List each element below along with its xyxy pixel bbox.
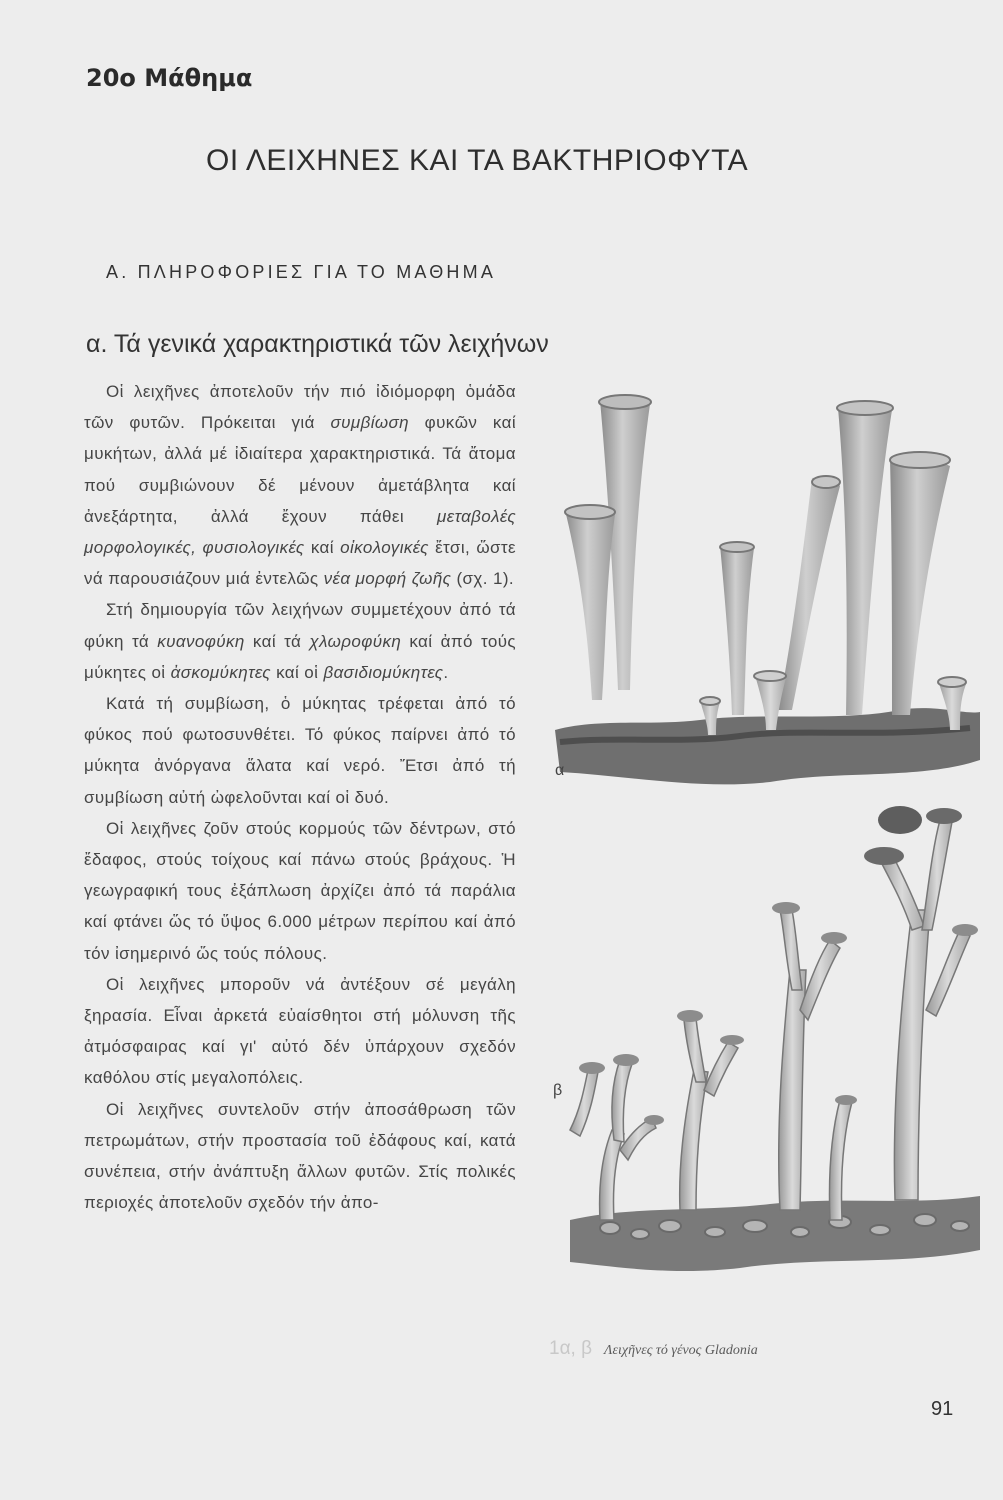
figure-label-b: β (553, 1082, 563, 1099)
subsection-title: α. Τά γενικά χαρακτηριστικά τῶν λειχήνων (86, 330, 549, 358)
paragraph-6: Οἱ λειχῆνες συντελοῦν στήν ἀποσάθρωση τῶν πετρωμάτων, στήν προστασία τοῦ ἐδάφους καί, κατά συνέπεια, στήν ἀνάπτυξη ἄλλων φυτῶν. Στίς πολικές περιοχές ἀποτελοῦν σχεδόν τήν ἀπο- (84, 1099, 516, 1213)
figure-b-drawing (570, 806, 980, 1271)
page-number: 91 (931, 1398, 954, 1420)
figure-caption (549, 1338, 758, 1360)
figure-a-drawing (555, 395, 980, 784)
page-title: ΟΙ ΛΕΙΧΗΝΕΣ ΚΑΙ ΤΑ ΒΑΚΤΗΡΙΟΦΥΤΑ (206, 144, 749, 177)
lesson-label: 20ο Μάθημα (86, 64, 253, 92)
paragraph-2: Στή δημιουργία τῶν λειχήνων συμμετέχουν ἀπό τά φύκη τά κυανοφύκη καί τά χλωροφύκη καί ἀπό τούς μύκητες οἱ ἀσκομύκητες καί οἱ βασιδιομύκητες. (84, 600, 516, 682)
paragraph-5: Οἱ λειχῆνες μποροῦν νά ἀντέξουν σέ μεγάλη ξηρασία. Εἶναι ἀρκετά εὐαίσθητοι στή μόλυνση τῆς ἀτμόσφαιρας καί γι' αὐτό δέν ὑπάρχουν σχεδόν καθόλου στίς μεγαλοπόλεις. (84, 974, 516, 1088)
paragraph-4: Οἱ λειχῆνες ζοῦν στούς κορμούς τῶν δέντρων, στό ἔδαφος, στούς τοίχους καί πάνω στούς βράχους. Ἡ γεωγραφική τους ἐξάπλωση ἀρχίζει ἀπό τά παράλια καί φτάνει ὥς τό ὕψος 6.000 μέτρων περίπου καί ἀπό τόν ἰσημερινό ὥς τούς πόλους. (84, 818, 516, 963)
figure-label-a: α (555, 762, 565, 779)
caption-number: 1α, β (549, 1338, 593, 1359)
caption-text: Λειχῆνες τό γένος Gladonia (604, 1343, 758, 1358)
paragraph-1: Οἱ λειχῆνες ἀποτελοῦν τήν πιό ἰδιόμορφη ὁμάδα τῶν φυτῶν. Πρόκειται γιά συμβίωση φυκῶν καί μυκήτων, ἀλλά μέ ἰδιαίτερα χαρακτηριστικά. Τά ἄτομα πού συμβιώνουν δέ μένουν ἀμετάβλητα καί ἀνεξάρτητα, ἀλλά ἔχουν πάθει μεταβολές μορφολογικές, φυσιολογικές καί οἰκολογικές ἔτσι, ὥστε νά παρουσιάζουν μιά ἐντελῶς νέα μορφή ζωῆς (σχ. 1). (84, 382, 517, 589)
section-heading: Α. ΠΛΗΡΟΦΟΡΙΕΣ ΓΙΑ ΤΟ ΜΑΘΗΜΑ (106, 262, 497, 282)
body-text (84, 376, 516, 1218)
paragraph-3: Κατά τή συμβίωση, ὁ μύκητας τρέφεται ἀπό τό φύκος πού φωτοσυνθέτει. Τό φύκος παίρνει ἀπό τό μύκητα ἀνόργανα ἅλατα καί νερό. Ἔτσι ἀπό τή συμβίωση αὐτή ὠφελοῦνται καί οἱ δυό. (84, 694, 516, 807)
lichen-illustration (540, 370, 980, 1330)
